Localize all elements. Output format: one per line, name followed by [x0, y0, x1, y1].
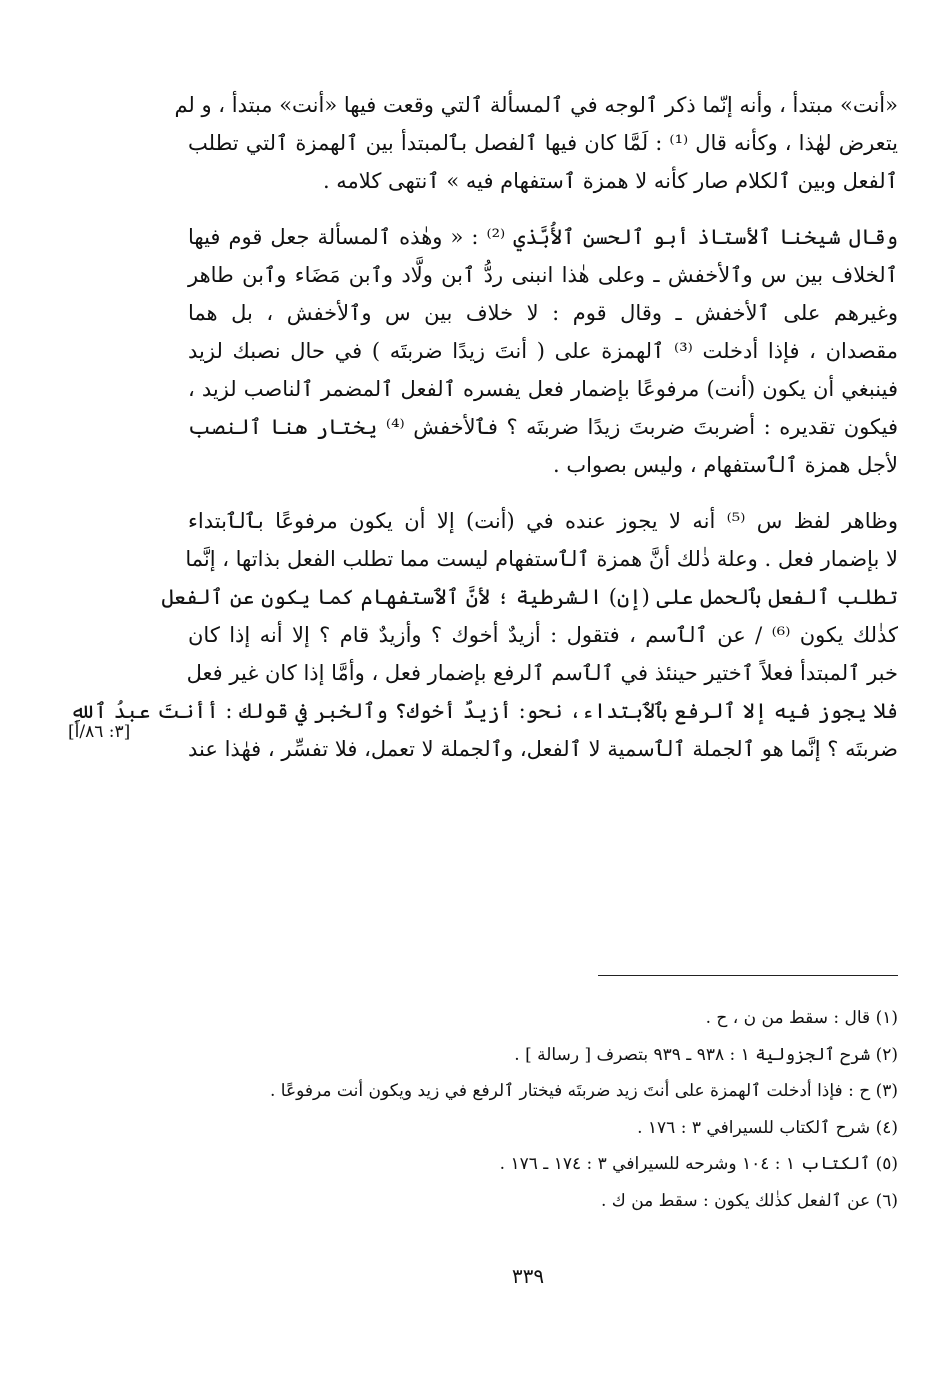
text-line: ضربتَه ؟ إنَّما هو ٱلجملة ٱلٱسمية لا ٱلفعل، وٱلجملة لا تعمل، فلا تفسِّر ، فهٰذا عند: [188, 737, 898, 761]
footnote-separator: [598, 975, 898, 976]
text-line: كذٰلك يكون ⁽⁶⁾ / عن ٱلٱسم ، فتقول : أزيدٌ أخوك ؟ وأزيدٌ قام ؟ إلا أنه إذا كان: [188, 623, 898, 647]
text-line: لا بإضمار فعل . وعلة ذٰلك أنَّ همزة ٱلٱستفهام ليست مما تطلب الفعل بذاتها ، إنَّما: [185, 547, 898, 571]
manuscript-folio-reference: [٣: ٨٦/أ]: [68, 722, 131, 742]
paragraph-gap: [188, 200, 898, 218]
text-line: «أنت» مبتدأ ، وأنه إنّما ذكر ٱلوجه في ٱلمسألة ٱلتي وقعت فيها «أنت» مبتدأ ، و لم: [174, 93, 898, 117]
text-line: تطلب ٱلفعل بٱلحمل على (إن) الشرطية ؛ لأنَّ ٱلٱستفهام كما يكون عن ٱلفعل: [161, 585, 898, 609]
text-line: وقال شيخنا ٱلأستاذ أبو ٱلحسن ٱلأُبَّذي ⁽²⁾ : « وهٰذه ٱلمسألة جعل قوم فيها: [188, 225, 898, 249]
text-line: وظاهر لفظ س ⁽⁵⁾ أنه لا يجوز عنده في (أنت) إلا أن يكون مرفوعًا بٱلٱبتداء: [188, 509, 898, 533]
footnote: (٢) شرح ٱلجزولية ١ : ٩٣٨ ـ ٩٣٩ بتصرف [ رسالة ] .: [514, 1044, 898, 1065]
text-line: ٱلخلاف بين س وٱلأخفش ـ وعلى هٰذا انبنى ردُّ ٱبن ولَّاد وٱبن مَضَاء وٱبن طاهر: [188, 263, 898, 287]
text-line: يتعرض لهٰذا ، وكأنه قال ⁽¹⁾ : لَمَّا كان فيها ٱلفصل بٱلمبتدأ بين ٱلهمزة ٱلتي تطلب: [188, 131, 898, 155]
text-line: لأجل همزة ٱلٱستفهام ، وليس بصواب .: [553, 453, 898, 477]
page-number: ٣٣٩: [511, 1264, 545, 1288]
footnotes: [188, 1000, 898, 1219]
footnote: (١) قال : سقط من ن ، ح .: [705, 1008, 898, 1028]
text-line: مقصدان ، فإذا أدخلت ⁽³⁾ ٱلهمزة على ( أنتَ زيدًا ضربتَه ) في حال نصبك لزيد: [188, 339, 898, 363]
text-line: خبر ٱلمبتدأ فعلاً ٱختير حينئذ في ٱلٱسم ٱلرفع بإضمار فعل ، وأمَّا إذا كان غير فعل: [186, 661, 898, 685]
text-line: ٱلفعل وبين ٱلكلام صار كأنه لا همزة ٱستفهام فيه » ٱنتهى كلامه .: [322, 169, 898, 193]
footnote: (٤) شرح ٱلكتاب للسيرافي ٣ : ١٧٦ .: [637, 1117, 898, 1138]
footnote: (٦) عن ٱلفعل كذٰلك يكون : سقط من ك .: [600, 1190, 898, 1211]
text-line: وغيرهم على ٱلأخفش ـ وقال قوم : لا خلاف بين س وٱلأخفش ، بل هما: [188, 301, 898, 325]
footnote: (٥) ٱلكتاب ١ : ١٠٤ وشرحه للسيرافي ٣ : ١٧٤ ـ ١٧٦ .: [499, 1154, 898, 1174]
paragraph-gap: [188, 484, 898, 502]
text-line: فلا يجوز فيه إلا ٱلرفع بٱلٱبتداء، نحو: أزيدٌ أخوك؟ وٱلخبر في قولك : أأنتَ عبدُ ٱللهِ: [70, 699, 898, 723]
footnote: (٣) ح : فإذا أدخلت ٱلهمزة على أنتَ زيد ضربتَه فيختار ٱلرفع في زيد ويكون أنت مرفوعًا .: [269, 1081, 898, 1101]
text-line: فيكون تقديره : أضربتَ ضربتَ زيدًا ضربتَه ؟ فٱلأخفش ⁽⁴⁾ يختار هنا ٱلنصب: [188, 415, 898, 439]
text-line: فينبغي أن يكون (أنت) مرفوعًا بإضمار فعل يفسره ٱلفعل ٱلمضمر ٱلناصب لزيد ،: [188, 377, 898, 401]
